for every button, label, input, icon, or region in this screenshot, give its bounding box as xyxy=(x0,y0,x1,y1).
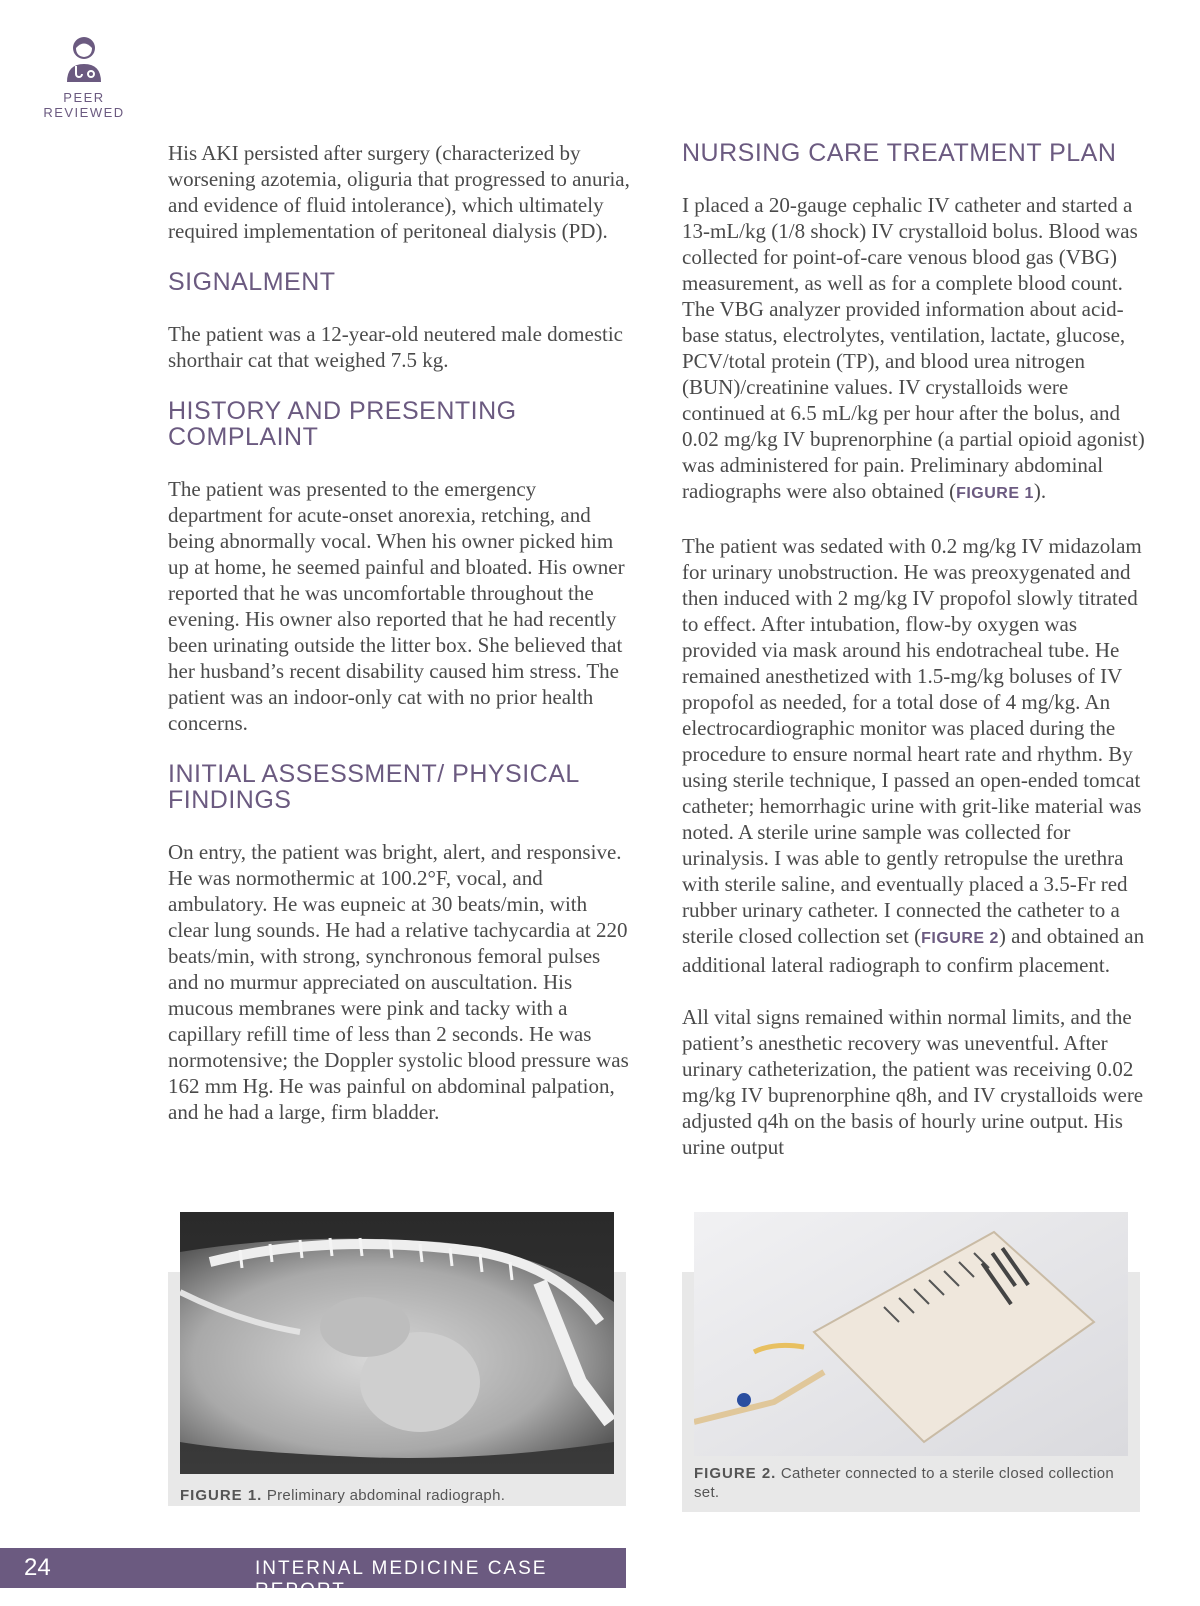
treatment-p2-end: ) and obtained an additional lateral radiograph to confirm placement. xyxy=(682,924,1145,977)
badge-line2: REVIEWED xyxy=(43,105,125,120)
treatment-paragraph-2 xyxy=(682,533,1152,978)
figure-2-caption-text: Catheter connected to a sterile closed collection set. xyxy=(694,1465,1115,1501)
left-column xyxy=(168,140,630,1125)
treatment-p1-end: ). xyxy=(1033,479,1047,503)
figure-1-label: FIGURE 1. xyxy=(180,1487,263,1504)
intro-paragraph: His AKI persisted after surgery (characterized by worsening azotemia, oliguria that progressed to anuria, and evidence of fluid intolerance), which ultimately required implementation of peritoneal dialysis (PD). xyxy=(168,141,630,243)
figure-1-caption-text: Preliminary abdominal radiograph. xyxy=(262,1487,506,1504)
signalment-paragraph: The patient was a 12-year-old neutered male domestic shorthair cat that weighed 7.5 kg. xyxy=(168,322,623,372)
assessment-heading: INITIAL ASSESSMENT/ PHYSICAL FINDINGS xyxy=(168,760,579,814)
assessment-paragraph: On entry, the patient was bright, alert, and responsive. He was normothermic at 100.2°F, vocal, and ambulatory. He was eupneic at 30 beats/min, with clear lung sounds. He had a relative tachycardia at 220 beats/min, with strong, synchronous femoral pulses and no murmur appreciated on auscultation. His mucous membranes were pink and tacky with a capillary refill time of less than 2 seconds. He was normotensive; the Doppler systolic blood pressure was 162 mm Hg. He was painful on abdominal palpation, and he had a large, firm bladder. xyxy=(168,840,629,1124)
figure-1-caption xyxy=(180,1486,610,1505)
treatment-paragraph-1 xyxy=(682,192,1152,507)
signalment-heading: SIGNALMENT xyxy=(168,268,336,296)
reviewer-icon xyxy=(64,34,104,84)
treatment-plan-heading: NURSING CARE TREATMENT PLAN xyxy=(682,139,1117,167)
footer-bar xyxy=(0,1548,626,1601)
figure-1-radiograph xyxy=(180,1212,614,1474)
figure-2-caption xyxy=(694,1464,1124,1502)
page-number: 24 xyxy=(24,1554,51,1581)
history-heading: HISTORY AND PRESENTING COMPLAINT xyxy=(168,397,517,451)
peer-reviewed-badge xyxy=(38,34,130,120)
treatment-paragraph-3: All vital signs remained within normal limits, and the patient’s anesthetic recovery was uneventful. After urinary catheterization, the patient was receiving 0.02 mg/kg IV buprenorphine q8h, and IV crystalloids were adjusted q4h on the basis of hourly urine output. His urine output xyxy=(682,1005,1144,1159)
history-paragraph: The patient was presented to the emergency department for acute-onset anorexia, retching, and being abnormally vocal. When his owner picked him up at home, he seemed painful and bloated. His owner reported that he was uncomfortable throughout the evening. His owner also reported that he had recently been urinating outside the litter box. She believed that her husband’s recent disability caused him stress. The patient was an indoor-only cat with no prior health concerns. xyxy=(168,477,625,735)
treatment-p2-text: The patient was sedated with 0.2 mg/kg IV midazolam for urinary unobstruction. He was preoxygenated and then induced with 2 mg/kg IV propofol slowly titrated to effect. After intubation, flow-by oxygen was provided via mask around his endotracheal tube. He remained anesthetized with 1.5-mg/kg boluses of IV propofol as needed, for a total dose of 4 mg/kg. An electrocardiographic monitor was placed during the procedure to ensure normal heart rate and rhythm. By using sterile technique, I passed an open-ended tomcat catheter; hemorrhagic urine with grit-like material was noted. A sterile urine sample was collected for urinalysis. I was able to gently retropulse the urethra with sterile saline, and eventually placed a 3.5-Fr red rubber urinary catheter. I connected the catheter to a sterile closed collection set ( xyxy=(682,534,1142,948)
section-title: INTERNAL MEDICINE CASE REPORT xyxy=(255,1558,548,1601)
badge-line1: PEER xyxy=(63,90,105,105)
figure-1-reference[interactable]: FIGURE 1 xyxy=(956,485,1034,502)
treatment-p1-text: I placed a 20-gauge cephalic IV catheter and started a 13-mL/kg (1/8 shock) IV crystalloid bolus. Blood was collected for point-of-care venous blood gas (VBG) measurement, as well as for a complete blood count. The VBG analyzer provided information about acid-base status, electrolytes, ventilation, lactate, glucose, PCV/total protein (TP), and blood urea nitrogen (BUN)/creatinine values. IV crystalloids were continued at 6.5 mL/kg per hour after the bolus, and 0.02 mg/kg IV buprenorphine (a partial opioid agonist) was administered for pain. Preliminary abdominal radiographs were also obtained ( xyxy=(682,193,1145,503)
figure-2-photo xyxy=(694,1212,1128,1456)
right-column xyxy=(682,140,1152,1160)
figure-2-reference[interactable]: FIGURE 2 xyxy=(921,930,999,947)
figure-2-label: FIGURE 2. xyxy=(694,1465,777,1482)
